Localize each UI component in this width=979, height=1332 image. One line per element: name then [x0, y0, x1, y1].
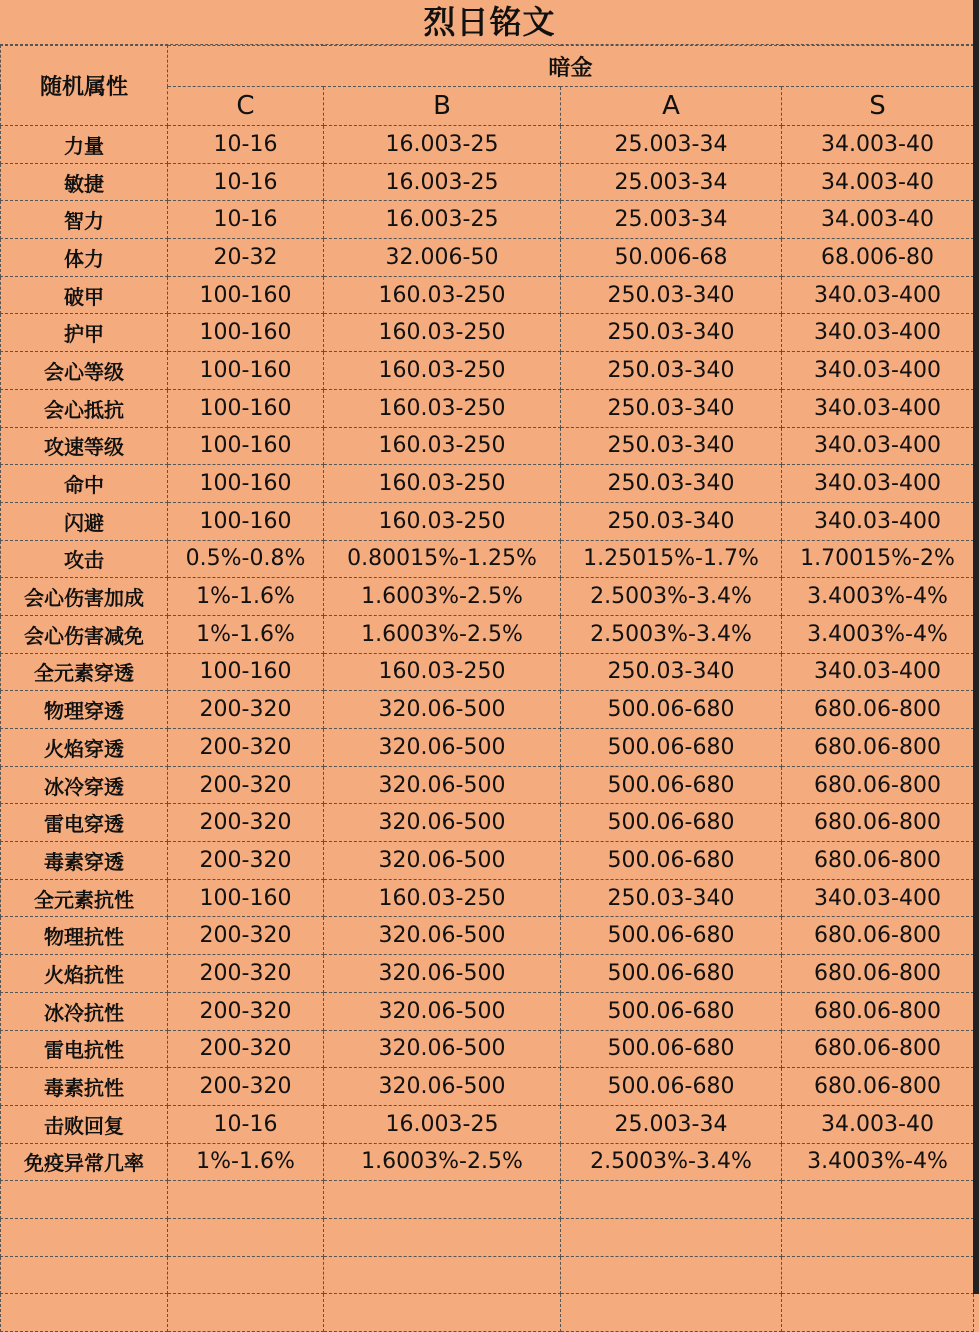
row-value-a: 250.03-340 [561, 653, 782, 691]
row-value-b: 320.06-500 [324, 1030, 561, 1068]
row-value-b: 160.03-250 [324, 314, 561, 352]
row-value-b: 320.06-500 [324, 804, 561, 842]
empty-cell [782, 1181, 974, 1219]
row-value-a: 250.03-340 [561, 352, 782, 390]
row-value-a: 25.003-34 [561, 201, 782, 239]
table-row [1, 955, 974, 993]
row-value-b: 320.06-500 [324, 1068, 561, 1106]
table-row [1, 1030, 974, 1068]
row-value-c: 20-32 [168, 239, 324, 277]
row-attribute-name: 智力 [1, 201, 168, 239]
empty-row [1, 1218, 974, 1256]
header-grade-s: S [782, 87, 974, 126]
row-attribute-name: 免疫异常几率 [1, 1143, 168, 1181]
row-value-c: 100-160 [168, 502, 324, 540]
row-value-a: 500.06-680 [561, 917, 782, 955]
row-value-b: 16.003-25 [324, 201, 561, 239]
empty-cell [782, 1218, 974, 1256]
row-value-a: 250.03-340 [561, 389, 782, 427]
row-value-s: 680.06-800 [782, 729, 974, 767]
sheet-title: 烈日铭文 [423, 3, 556, 41]
empty-cell [324, 1181, 561, 1219]
row-value-s: 340.03-400 [782, 314, 974, 352]
title-bar [0, 0, 979, 45]
table-row [1, 653, 974, 691]
row-value-a: 2.5003%-3.4% [561, 1143, 782, 1181]
row-attribute-name: 护甲 [1, 314, 168, 352]
row-attribute-name: 闪避 [1, 502, 168, 540]
row-value-a: 50.006-68 [561, 239, 782, 277]
row-value-c: 10-16 [168, 126, 324, 164]
row-value-c: 100-160 [168, 314, 324, 352]
row-value-s: 68.006-80 [782, 239, 974, 277]
empty-row [1, 1181, 974, 1219]
row-value-b: 1.6003%-2.5% [324, 1143, 561, 1181]
row-attribute-name: 物理抗性 [1, 917, 168, 955]
table-row [1, 540, 974, 578]
row-value-b: 0.80015%-1.25% [324, 540, 561, 578]
row-value-s: 340.03-400 [782, 465, 974, 503]
empty-cell [1, 1294, 168, 1332]
row-value-a: 500.06-680 [561, 992, 782, 1030]
row-value-a: 500.06-680 [561, 766, 782, 804]
row-value-b: 320.06-500 [324, 691, 561, 729]
empty-cell [782, 1294, 974, 1332]
empty-cell [561, 1181, 782, 1219]
table-row [1, 201, 974, 239]
empty-cell [324, 1218, 561, 1256]
table-row [1, 1105, 974, 1143]
row-attribute-name: 火焰穿透 [1, 729, 168, 767]
row-value-c: 100-160 [168, 352, 324, 390]
empty-cell [168, 1181, 324, 1219]
attribute-table [0, 45, 974, 1332]
row-value-b: 160.03-250 [324, 427, 561, 465]
table-row [1, 992, 974, 1030]
empty-cell [324, 1294, 561, 1332]
row-value-b: 32.006-50 [324, 239, 561, 277]
row-value-b: 160.03-250 [324, 502, 561, 540]
empty-cell [168, 1218, 324, 1256]
row-value-c: 100-160 [168, 465, 324, 503]
table-row [1, 389, 974, 427]
row-value-a: 250.03-340 [561, 879, 782, 917]
row-value-a: 2.5003%-3.4% [561, 578, 782, 616]
row-value-s: 340.03-400 [782, 653, 974, 691]
table-row [1, 352, 974, 390]
empty-cell [168, 1294, 324, 1332]
row-attribute-name: 全元素穿透 [1, 653, 168, 691]
row-value-s: 34.003-40 [782, 1105, 974, 1143]
row-value-b: 16.003-25 [324, 126, 561, 164]
table-row [1, 502, 974, 540]
row-attribute-name: 火焰抗性 [1, 955, 168, 993]
row-value-c: 100-160 [168, 427, 324, 465]
empty-row [1, 1256, 974, 1294]
row-value-b: 16.003-25 [324, 1105, 561, 1143]
table-row [1, 615, 974, 653]
row-value-b: 320.06-500 [324, 955, 561, 993]
row-value-b: 1.6003%-2.5% [324, 578, 561, 616]
row-attribute-name: 破甲 [1, 276, 168, 314]
row-value-s: 3.4003%-4% [782, 1143, 974, 1181]
empty-cell [1, 1181, 168, 1219]
empty-cell [561, 1218, 782, 1256]
row-value-c: 1%-1.6% [168, 578, 324, 616]
row-attribute-name: 雷电穿透 [1, 804, 168, 842]
row-value-s: 340.03-400 [782, 427, 974, 465]
row-attribute-name: 雷电抗性 [1, 1030, 168, 1068]
row-value-b: 320.06-500 [324, 842, 561, 880]
row-value-a: 500.06-680 [561, 1030, 782, 1068]
table-row [1, 578, 974, 616]
row-attribute-name: 敏捷 [1, 163, 168, 201]
row-value-s: 680.06-800 [782, 917, 974, 955]
row-value-a: 500.06-680 [561, 955, 782, 993]
row-value-b: 160.03-250 [324, 465, 561, 503]
table-row [1, 729, 974, 767]
row-attribute-name: 冰冷穿透 [1, 766, 168, 804]
row-value-c: 10-16 [168, 201, 324, 239]
row-value-b: 160.03-250 [324, 653, 561, 691]
table-row [1, 276, 974, 314]
header-grade-a: A [561, 87, 782, 126]
empty-cell [561, 1294, 782, 1332]
table-row [1, 691, 974, 729]
row-value-a: 2.5003%-3.4% [561, 615, 782, 653]
row-value-a: 500.06-680 [561, 804, 782, 842]
row-attribute-name: 力量 [1, 126, 168, 164]
row-value-c: 10-16 [168, 1105, 324, 1143]
row-value-a: 25.003-34 [561, 1105, 782, 1143]
row-value-c: 100-160 [168, 276, 324, 314]
header-attr-label: 随机属性 [1, 46, 168, 126]
table-row [1, 126, 974, 164]
right-edge-bar [973, 0, 979, 1294]
row-value-s: 680.06-800 [782, 1068, 974, 1106]
row-value-s: 3.4003%-4% [782, 615, 974, 653]
row-attribute-name: 命中 [1, 465, 168, 503]
row-value-s: 340.03-400 [782, 389, 974, 427]
row-value-a: 250.03-340 [561, 502, 782, 540]
row-attribute-name: 攻速等级 [1, 427, 168, 465]
row-value-s: 680.06-800 [782, 992, 974, 1030]
empty-cell [782, 1256, 974, 1294]
row-value-b: 160.03-250 [324, 276, 561, 314]
row-value-s: 340.03-400 [782, 879, 974, 917]
row-value-c: 200-320 [168, 804, 324, 842]
row-value-s: 340.03-400 [782, 502, 974, 540]
table-body [1, 126, 974, 1332]
table-row [1, 804, 974, 842]
row-value-c: 1%-1.6% [168, 615, 324, 653]
row-attribute-name: 全元素抗性 [1, 879, 168, 917]
table-row [1, 465, 974, 503]
row-value-a: 250.03-340 [561, 427, 782, 465]
row-attribute-name: 体力 [1, 239, 168, 277]
row-value-b: 320.06-500 [324, 917, 561, 955]
row-value-c: 200-320 [168, 729, 324, 767]
header-group-label: 暗金 [168, 46, 974, 87]
row-value-c: 200-320 [168, 917, 324, 955]
row-value-c: 200-320 [168, 766, 324, 804]
row-attribute-name: 物理穿透 [1, 691, 168, 729]
empty-row [1, 1294, 974, 1332]
row-value-b: 320.06-500 [324, 729, 561, 767]
row-value-s: 34.003-40 [782, 201, 974, 239]
empty-cell [168, 1256, 324, 1294]
row-value-c: 0.5%-0.8% [168, 540, 324, 578]
row-value-c: 200-320 [168, 992, 324, 1030]
row-value-a: 250.03-340 [561, 465, 782, 503]
empty-cell [561, 1256, 782, 1294]
row-value-b: 160.03-250 [324, 352, 561, 390]
row-attribute-name: 毒素抗性 [1, 1068, 168, 1106]
row-value-b: 320.06-500 [324, 992, 561, 1030]
table-row [1, 917, 974, 955]
table-row [1, 163, 974, 201]
row-value-s: 680.06-800 [782, 842, 974, 880]
row-value-s: 680.06-800 [782, 955, 974, 993]
row-value-b: 160.03-250 [324, 389, 561, 427]
table-row [1, 239, 974, 277]
row-value-a: 500.06-680 [561, 1068, 782, 1106]
row-value-c: 10-16 [168, 163, 324, 201]
row-value-s: 1.70015%-2% [782, 540, 974, 578]
row-value-a: 250.03-340 [561, 314, 782, 352]
row-value-s: 34.003-40 [782, 126, 974, 164]
row-attribute-name: 会心抵抗 [1, 389, 168, 427]
row-value-c: 200-320 [168, 691, 324, 729]
table-row [1, 314, 974, 352]
row-value-b: 160.03-250 [324, 879, 561, 917]
row-value-c: 1%-1.6% [168, 1143, 324, 1181]
row-attribute-name: 会心伤害加成 [1, 578, 168, 616]
table-row [1, 842, 974, 880]
row-value-b: 320.06-500 [324, 766, 561, 804]
row-value-a: 500.06-680 [561, 842, 782, 880]
row-attribute-name: 击败回复 [1, 1105, 168, 1143]
row-value-a: 500.06-680 [561, 691, 782, 729]
row-value-c: 100-160 [168, 653, 324, 691]
table-row [1, 766, 974, 804]
row-value-b: 1.6003%-2.5% [324, 615, 561, 653]
table-row [1, 1068, 974, 1106]
empty-cell [1, 1218, 168, 1256]
row-value-s: 680.06-800 [782, 804, 974, 842]
row-value-c: 100-160 [168, 389, 324, 427]
row-attribute-name: 毒素穿透 [1, 842, 168, 880]
table-row [1, 427, 974, 465]
table-row [1, 879, 974, 917]
row-value-c: 200-320 [168, 1030, 324, 1068]
row-value-a: 500.06-680 [561, 729, 782, 767]
row-value-s: 3.4003%-4% [782, 578, 974, 616]
row-value-c: 200-320 [168, 955, 324, 993]
empty-cell [1, 1256, 168, 1294]
row-value-a: 25.003-34 [561, 126, 782, 164]
header-grade-b: B [324, 87, 561, 126]
row-value-a: 1.25015%-1.7% [561, 540, 782, 578]
empty-cell [324, 1256, 561, 1294]
row-attribute-name: 攻击 [1, 540, 168, 578]
row-value-a: 25.003-34 [561, 163, 782, 201]
row-value-c: 200-320 [168, 1068, 324, 1106]
row-value-s: 680.06-800 [782, 1030, 974, 1068]
row-value-c: 100-160 [168, 879, 324, 917]
row-value-s: 680.06-800 [782, 766, 974, 804]
row-attribute-name: 会心等级 [1, 352, 168, 390]
row-value-s: 340.03-400 [782, 352, 974, 390]
table-row [1, 1143, 974, 1181]
row-value-c: 200-320 [168, 842, 324, 880]
row-attribute-name: 冰冷抗性 [1, 992, 168, 1030]
row-value-a: 250.03-340 [561, 276, 782, 314]
header-grade-c: C [168, 87, 324, 126]
row-value-b: 16.003-25 [324, 163, 561, 201]
row-attribute-name: 会心伤害减免 [1, 615, 168, 653]
row-value-s: 340.03-400 [782, 276, 974, 314]
row-value-s: 34.003-40 [782, 163, 974, 201]
row-value-s: 680.06-800 [782, 691, 974, 729]
